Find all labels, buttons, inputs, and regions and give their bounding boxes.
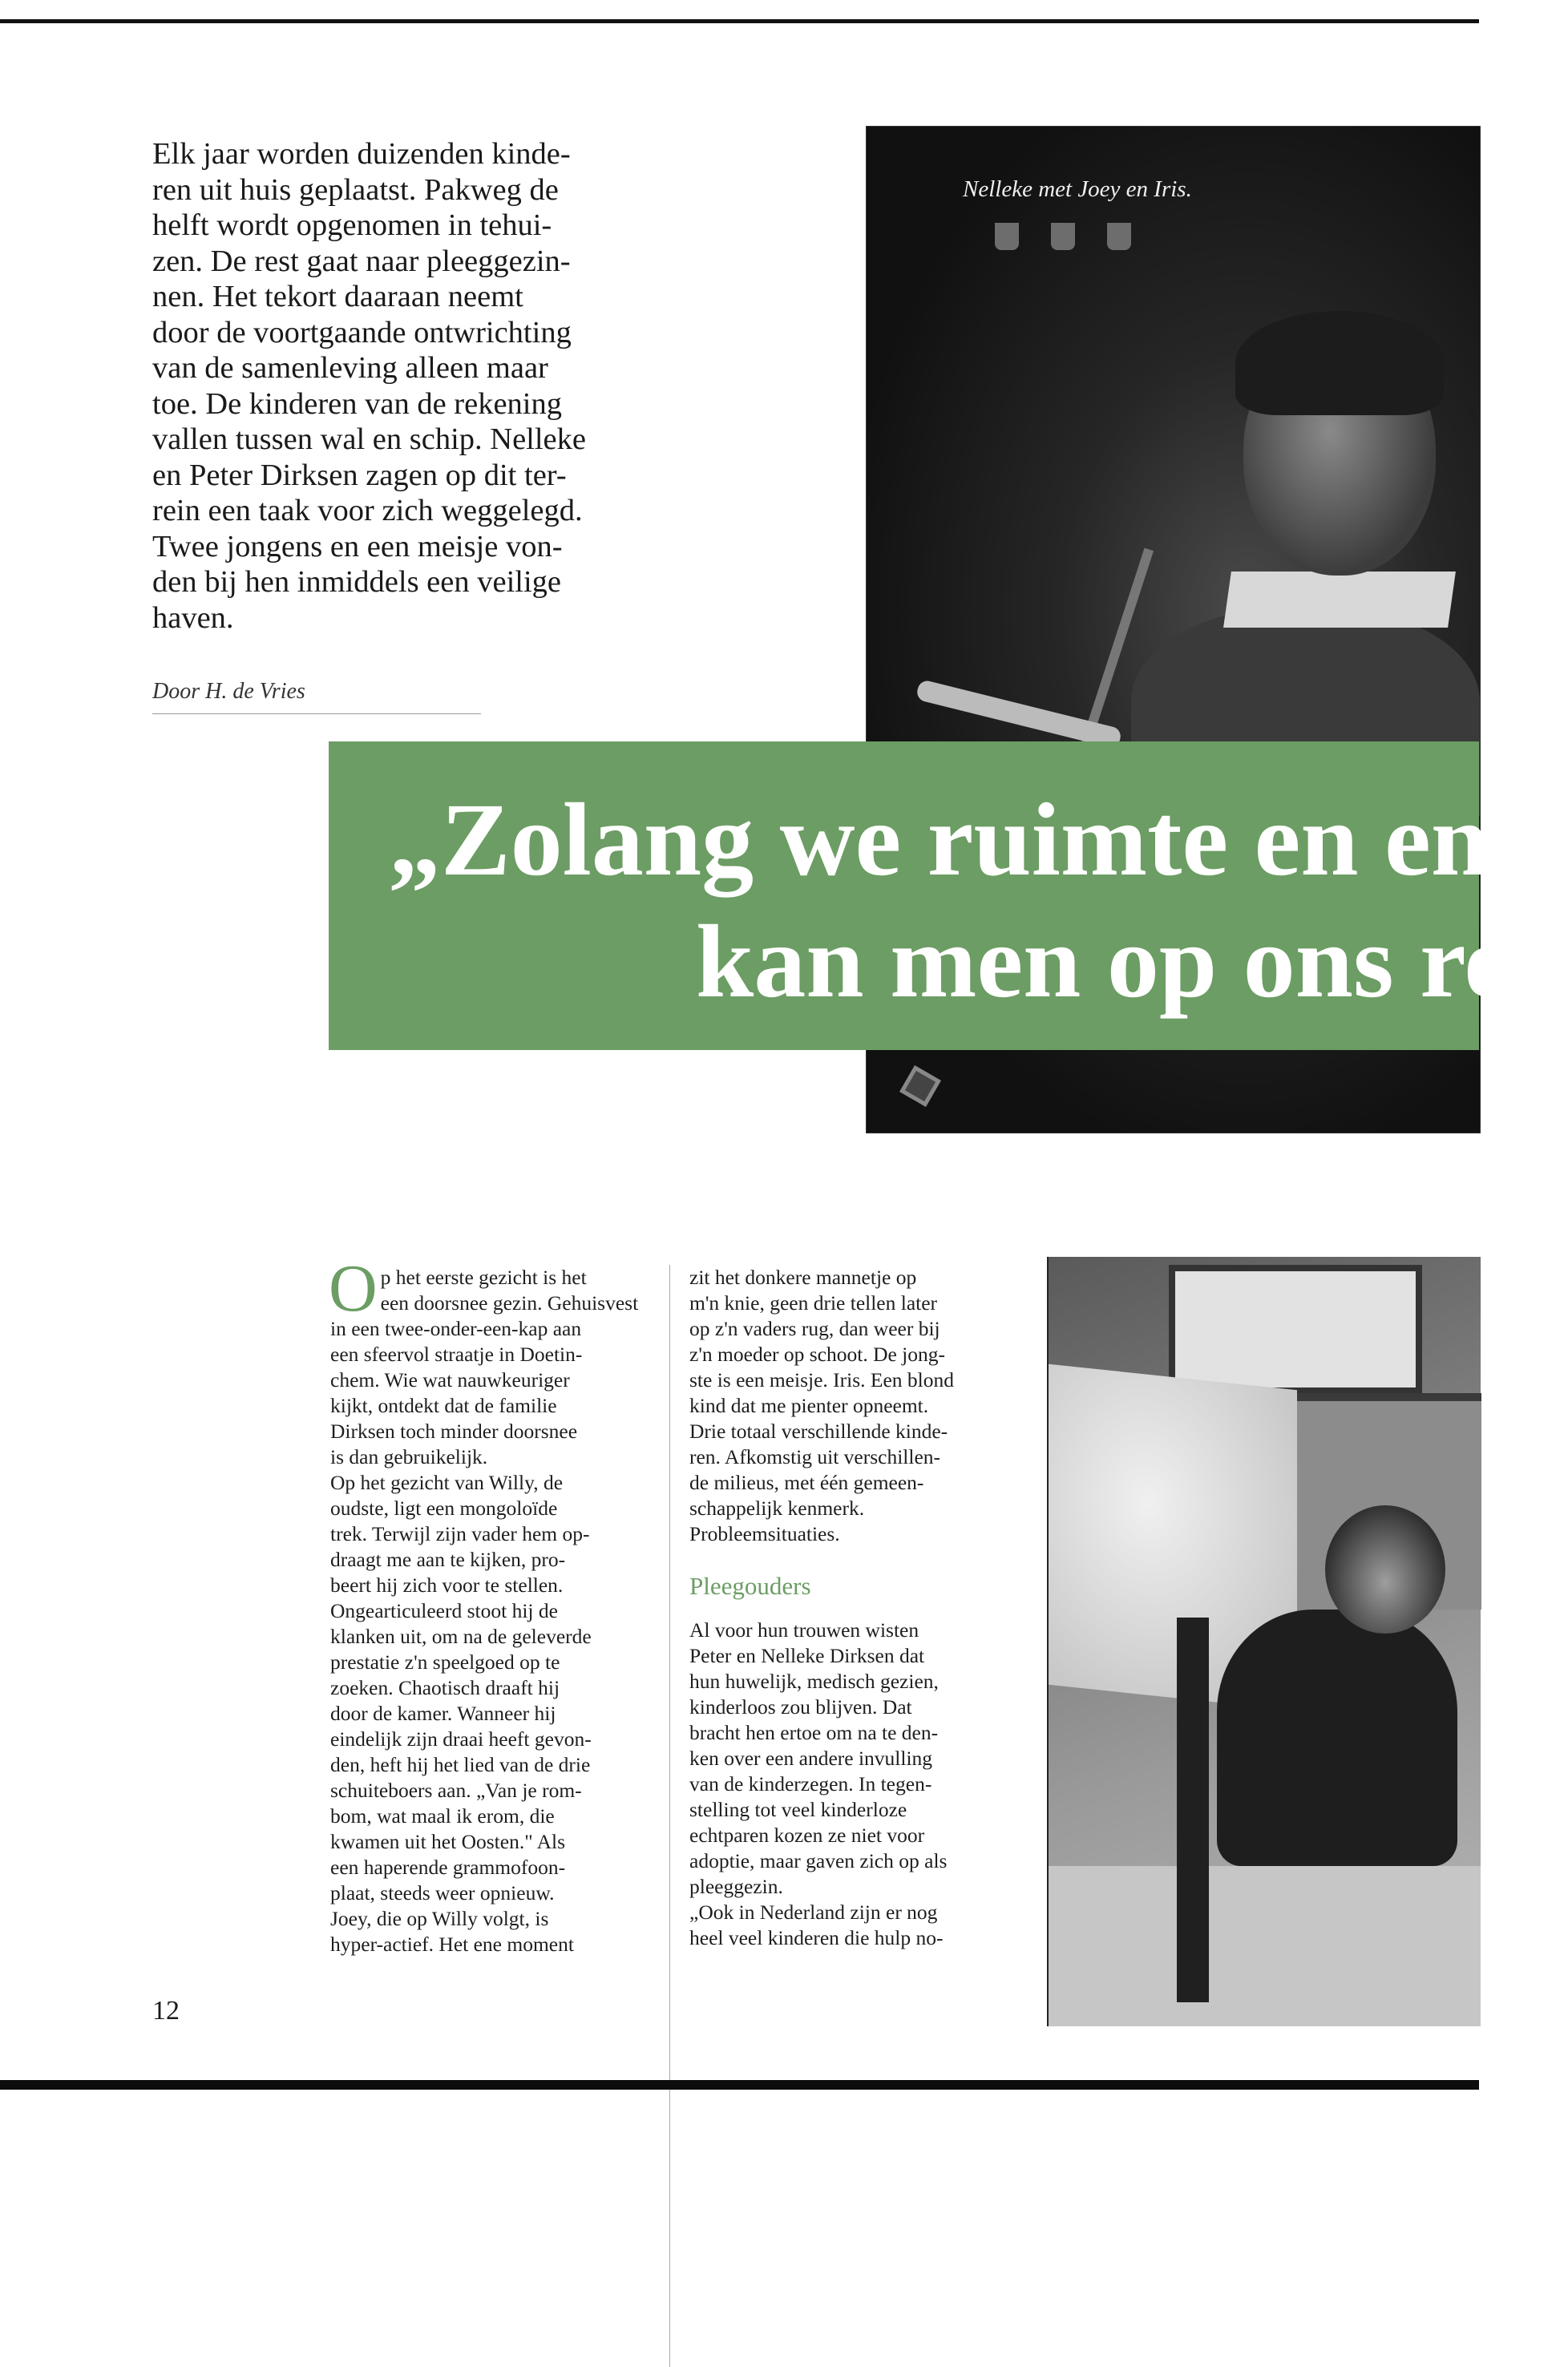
bottom-rule xyxy=(0,2080,1479,2090)
photo-boy-playing xyxy=(1047,1257,1481,2026)
cup-shape xyxy=(1051,223,1075,250)
paragraph: zit het donkere mannetje op m'n knie, geen drie tellen later op z'n vaders rug, dan weer bij z'n moeder op schoot. De jong- ste is een meisje. Iris. Een blond kind dat me pienter opneemt. Drie totaal verschillende kinde- ren. Afkomstig uit verschillen- de milieus, met één gemeen- schappelijk kenmerk. Probleemsituaties. xyxy=(689,1266,955,1545)
window-shape xyxy=(1169,1265,1422,1394)
page-number: 12 xyxy=(152,1996,180,2026)
byline-divider xyxy=(152,713,481,714)
boy-body-shape xyxy=(1217,1610,1457,1866)
photo-caption: Nelleke met Joey en Iris. xyxy=(963,176,1192,202)
headline-banner xyxy=(329,741,1568,1050)
subheading: Pleegouders xyxy=(689,1572,811,1600)
paragraph-text: p het eerste gezicht is het een doorsnee gezin. Gehuisvest in een twee-onder-een-kap aan een sfeervol straatje in Doetin- chem. Wie wat nauwkeuriger kijkt, ontdekt dat de familie Dirksen toch minder doorsnee is dan gebruikelijk. xyxy=(330,1266,639,1468)
paragraph: Al voor hun trouwen wisten Peter en Nelleke Dirksen dat hun huwelijk, medisch gezien, kinderloos zou blijven. Dat bracht hen ertoe om na te den- ken over een andere invulling van de kinderzegen. In tegen- stelling tot veel kinderloze echtparen kozen ze niet voor adoptie, maar gaven zich op als pleeggezin. xyxy=(689,1618,948,1898)
paragraph: „Ook in Nederland zijn er nog heel veel kinderen die hulp no- xyxy=(689,1900,944,1949)
hex-bolt-shape xyxy=(899,1065,941,1107)
headline-line-2: kan men op ons rek xyxy=(696,904,1568,1020)
column-divider xyxy=(669,1265,670,2367)
paragraph: Op het gezicht van Willy, de oudste, ligt een mongoloïde trek. Terwijl zijn vader hem op- draagt me aan te kijken, pro- beert hij zich voor te stellen. Ongearticuleerd stoot hij de klanken uit, om na de geleverde prestatie z'n speelgoed op te zoeken. Chaotisch draaft hij door de kamer. Wanneer hij eindelijk zijn draai heeft gevon- den, heft hij het lied van de drie schuiteboers aan. „Van je rom- bom, wat maal ik erom, die kwamen uit het Oosten." Als een haperende grammofoon- plaat, steeds weer opnieuw. xyxy=(330,1471,592,1905)
paragraph xyxy=(329,1251,647,1470)
intro-paragraph: Elk jaar worden duizenden kinde- ren uit huis geplaatst. Pakweg de helft wordt opgenomen in tehui- zen. De rest gaat naar pleeggezin- nen. Het tekort daaraan neemt door de voortgaande ontwrichting van de samenleving alleen maar toe. De kinderen van de rekening vallen tussen wal en schip. Nelleke en Peter Dirksen zagen op dit ter- rein een taak voor zich weggelegd. Twee jongens en een meisje von- den bij hen inmiddels een veilige haven. xyxy=(152,137,586,635)
byline: Door H. de Vries xyxy=(152,679,305,704)
boy-hair-shape xyxy=(1235,311,1444,415)
table-leg-shape xyxy=(1177,1618,1209,2002)
boy-collar-shape xyxy=(1223,572,1456,628)
boy-head-shape xyxy=(1325,1505,1445,1634)
drop-cap: O xyxy=(329,1251,378,1326)
floor-shape xyxy=(1049,1866,1481,2026)
paragraph: Joey, die op Willy volgt, is hyper-actief. Het ene moment xyxy=(330,1907,574,1956)
article-column-2 xyxy=(689,1265,1006,1951)
cup-shape xyxy=(1107,223,1131,250)
headline-line-1: „Zolang we ruimte en ene xyxy=(389,782,1535,898)
cup-shape xyxy=(995,223,1019,250)
top-rule xyxy=(0,19,1479,23)
article-column-1 xyxy=(329,1251,647,1957)
